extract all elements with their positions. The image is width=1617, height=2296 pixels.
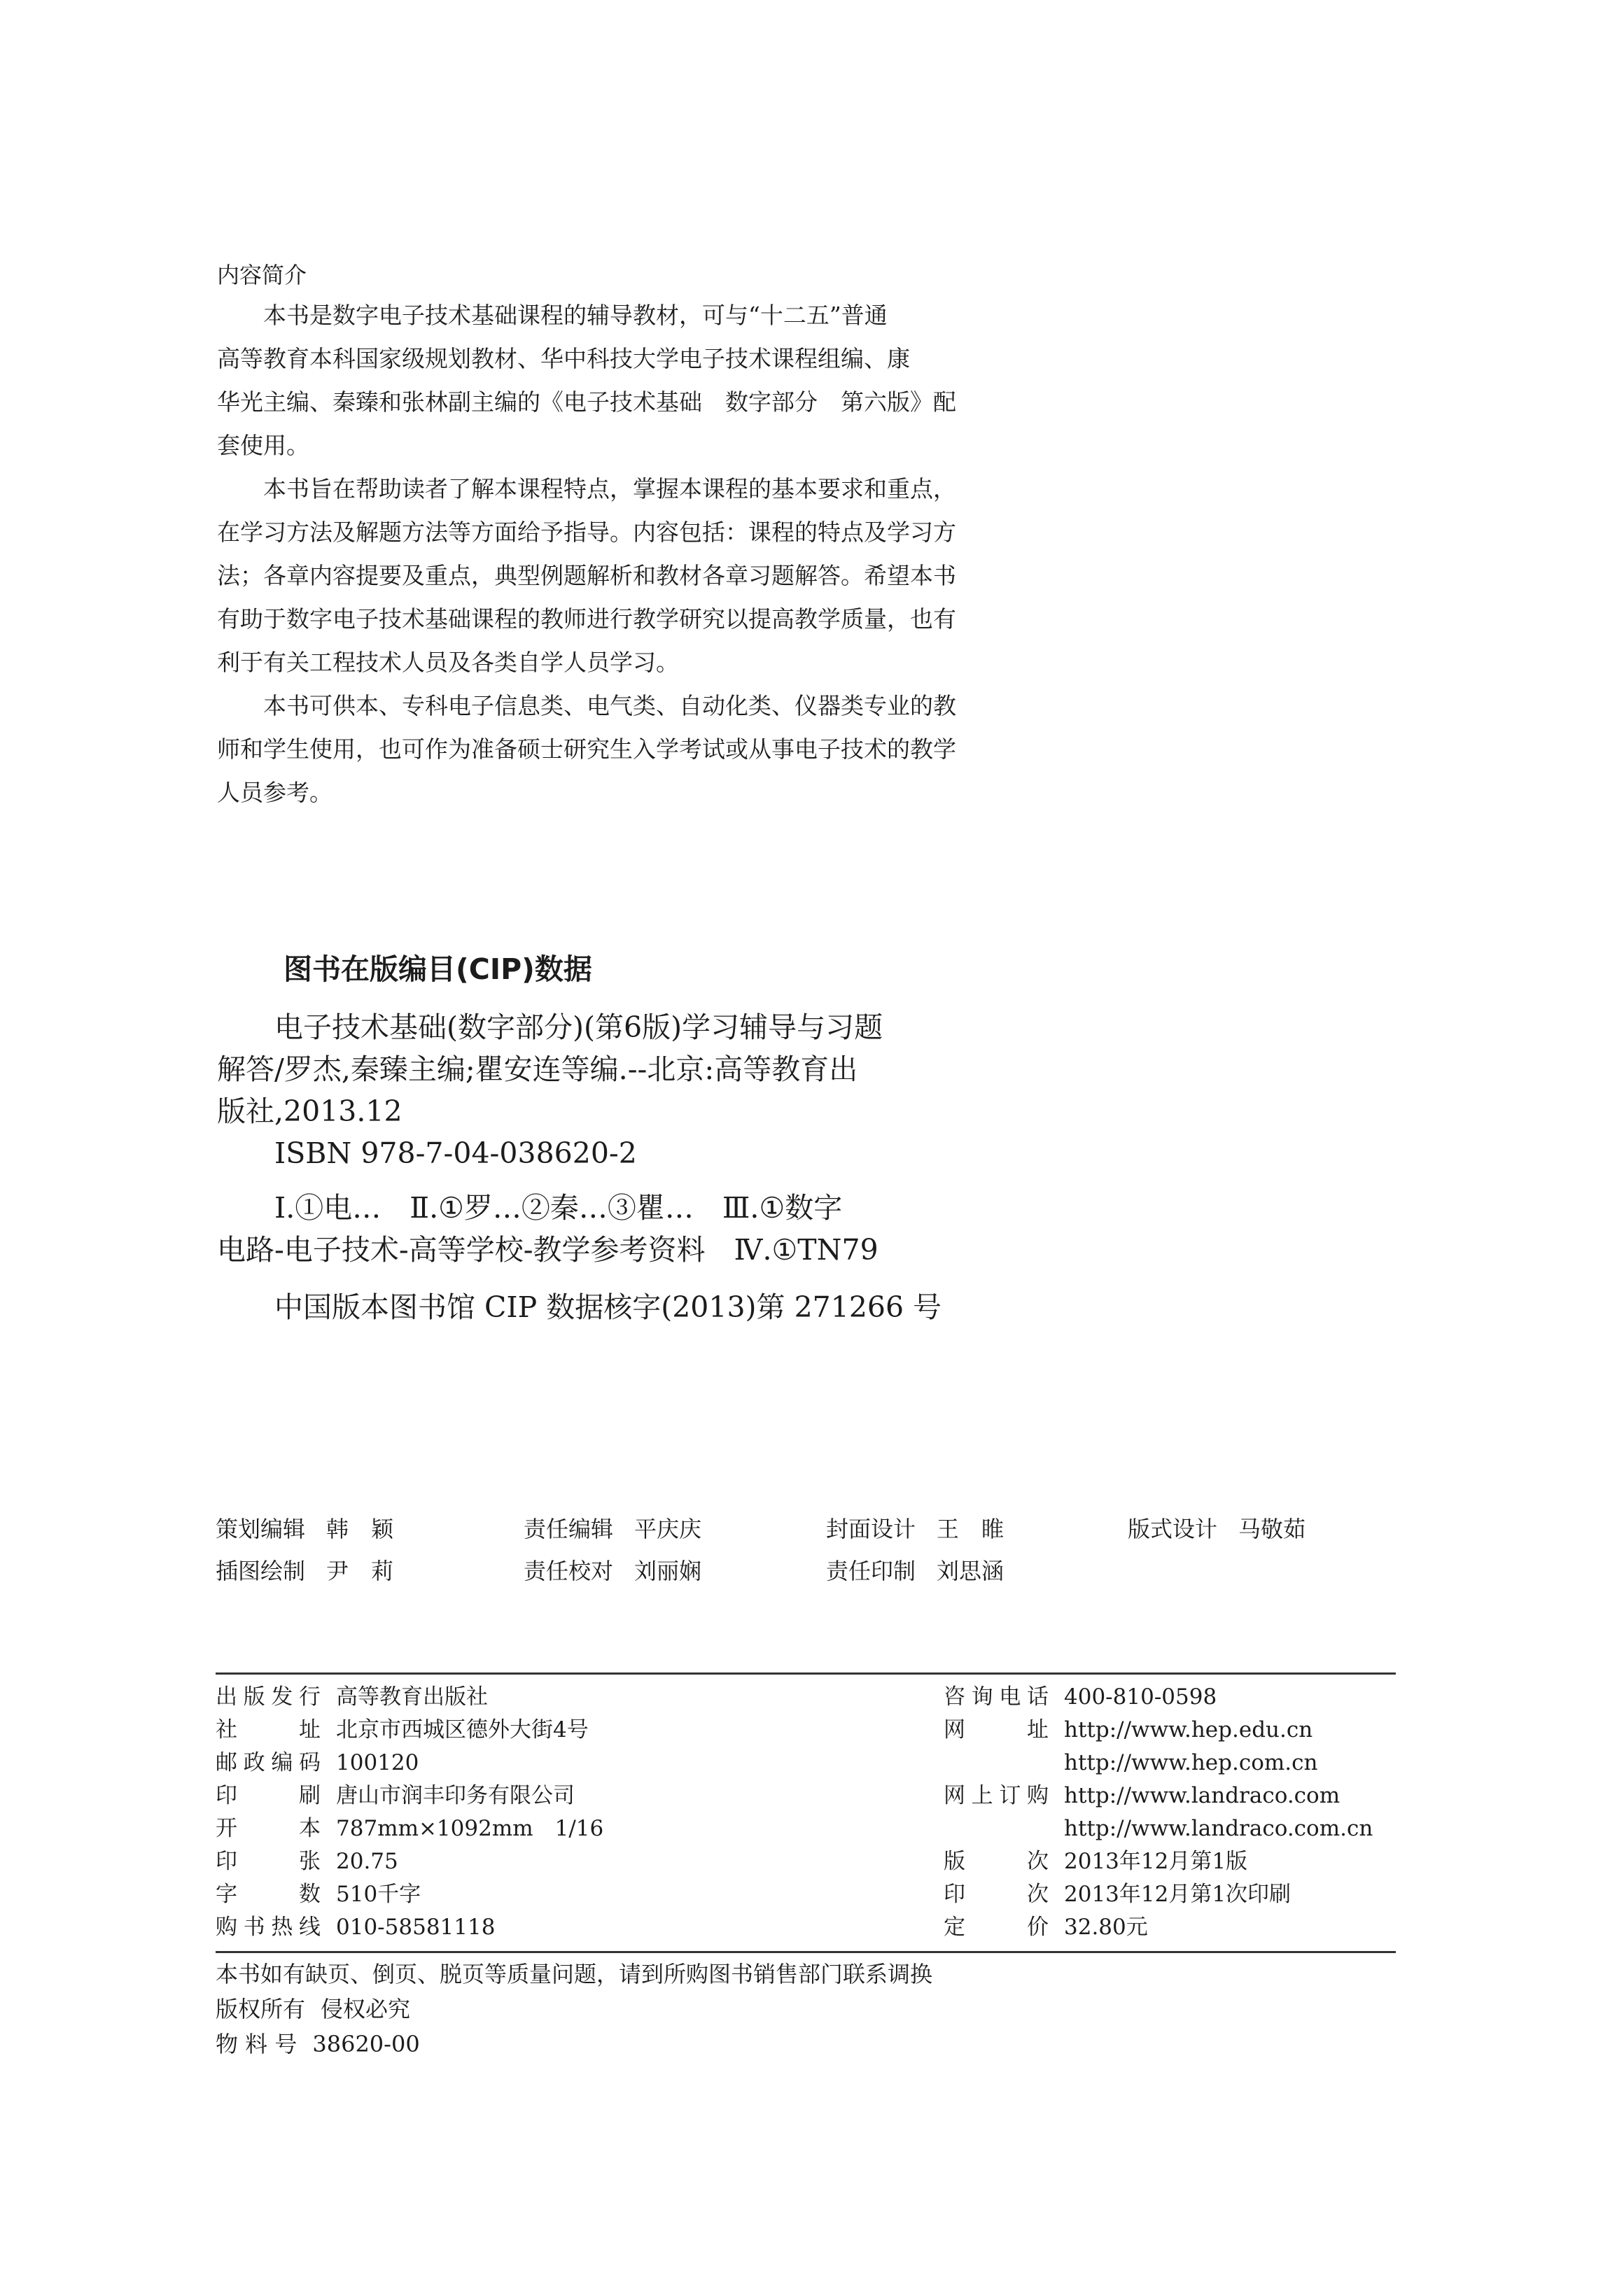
- credit-item: 策划编辑 韩 颖: [216, 1516, 394, 1542]
- footer: [216, 1957, 932, 2062]
- pub-row: 社址 北京市西城区德外大街4号: [216, 1717, 589, 1742]
- pub-row: 网上订购 http://www.landraco.com: [944, 1783, 1340, 1808]
- publication-right: [944, 1681, 1373, 1944]
- pub-row: 版次 2013年12月第1版: [944, 1849, 1248, 1874]
- intro-line: 华光主编、秦臻和张林副主编的《电子技术基础 数字部分 第六版》配: [217, 388, 956, 416]
- pub-row: 开本 787mm×1092mm 1/16: [216, 1816, 604, 1841]
- pub-row: 印次 2013年12月第1次印刷: [944, 1882, 1292, 1907]
- cip-block: [217, 1006, 941, 1328]
- pub-row: 定价 32.80元: [944, 1915, 1148, 1940]
- intro-text: [217, 294, 1036, 815]
- cip-line: 解答/罗杰,秦臻主编;瞿安连等编.--北京:高等教育出: [217, 1052, 858, 1086]
- cip-heading: 图书在版编目(CIP)数据: [284, 952, 592, 986]
- credit-item: 责任编辑 平庆庆: [524, 1516, 702, 1542]
- pub-row: 咨询电话 400-810-0598: [944, 1684, 1217, 1710]
- credit-item: 责任校对 刘丽娴: [524, 1558, 702, 1584]
- intro-line: 高等教育本科国家级规划教材、华中科技大学电子技术课程组编、康: [217, 345, 910, 372]
- pub-row: http://www.landraco.com.cn: [1064, 1816, 1373, 1841]
- cip-number: 中国版本图书馆 CIP 数据核字(2013)第 271266 号: [217, 1290, 942, 1324]
- intro-line: 师和学生使用，也可作为准备硕士研究生入学考试或从事电子技术的教学: [217, 735, 956, 763]
- divider-bottom: [216, 1951, 1396, 1953]
- pub-row: 网址 http://www.hep.edu.cn: [944, 1717, 1313, 1742]
- pub-row: 字数 510千字: [216, 1882, 421, 1907]
- pub-row: http://www.hep.com.cn: [1064, 1750, 1318, 1775]
- intro-line: 人员参考。: [217, 779, 332, 806]
- intro-line: 本书可供本、专科电子信息类、电气类、自动化类、仪器类专业的教: [217, 692, 956, 719]
- pub-row: 印张 20.75: [216, 1849, 398, 1874]
- divider-top: [216, 1672, 1396, 1675]
- pub-row: 出版发行 高等教育出版社: [216, 1684, 488, 1710]
- intro-line: 法；各章内容提要及重点，典型例题解析和教材各章习题解答。希望本书: [217, 562, 956, 589]
- credit-item: 封面设计 王 睢: [826, 1516, 1004, 1542]
- intro-line: 套使用。: [217, 432, 309, 459]
- pub-row: 邮政编码 100120: [216, 1750, 419, 1775]
- intro-line: 本书旨在帮助读者了解本课程特点，掌握本课程的基本要求和重点，: [217, 475, 956, 502]
- cip-line: 电路-电子技术-高等学校-教学参考资料 Ⅳ.①TN79: [217, 1233, 878, 1267]
- cip-isbn: ISBN 978-7-04-038620-2: [217, 1136, 637, 1170]
- cip-line: 版社,2013.12: [217, 1094, 402, 1128]
- footer-material: 物 料 号 38620-00: [216, 2031, 420, 2057]
- cip-line: Ⅰ.①电… Ⅱ.①罗…②秦…③瞿… Ⅲ.①数字: [217, 1191, 843, 1225]
- credit-item: 责任印制 刘思涵: [826, 1558, 1004, 1584]
- publication-left: [216, 1681, 603, 1944]
- intro-line: 在学习方法及解题方法等方面给予指导。内容包括：课程的特点及学习方: [217, 519, 956, 546]
- credit-item: 版式设计 马敬茹: [1128, 1516, 1306, 1542]
- cip-line: 电子技术基础(数字部分)(第6版)学习辅导与习题: [217, 1010, 883, 1044]
- intro-line: 本书是数字电子技术基础课程的辅导教材，可与“十二五”普通: [217, 302, 888, 329]
- intro-title: 内容简介: [217, 262, 307, 288]
- pub-row: 购书热线 010-58581118: [216, 1915, 496, 1940]
- intro-line: 利于有关工程技术人员及各类自学人员学习。: [217, 649, 679, 676]
- footer-notice: 本书如有缺页、倒页、脱页等质量问题，请到所购图书销售部门联系调换: [216, 1961, 933, 1987]
- intro-line: 有助于数字电子技术基础课程的教师进行教学研究以提高教学质量，也有: [217, 605, 956, 633]
- pub-row: 印刷 唐山市润丰印务有限公司: [216, 1783, 575, 1808]
- credit-item: 插图绘制 尹 莉: [216, 1558, 394, 1584]
- footer-rights: 版权所有 侵权必究: [216, 1996, 411, 2022]
